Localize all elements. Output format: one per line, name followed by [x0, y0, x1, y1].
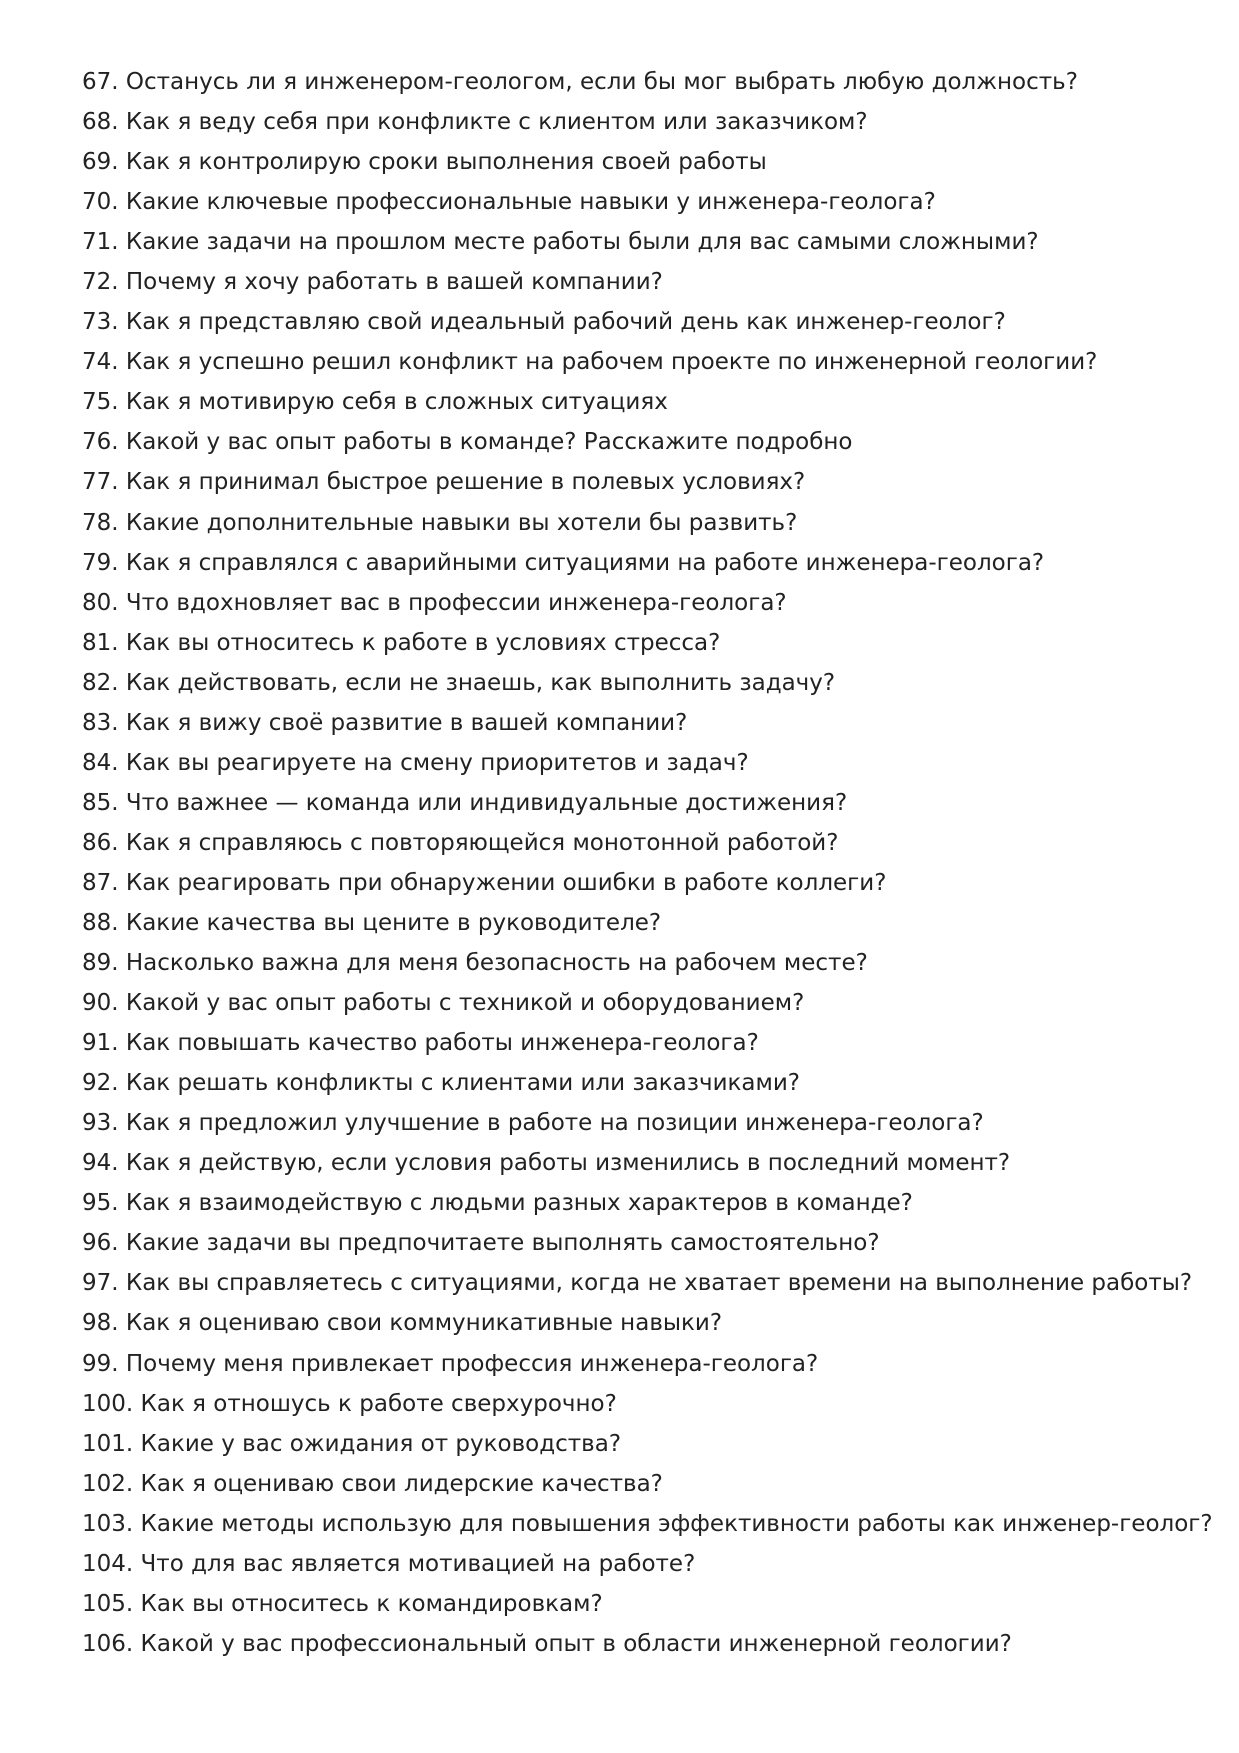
question-item: 68. Как я веду себя при конфликте с клиентом или заказчиком?	[82, 109, 868, 136]
question-item: 76. Какой у вас опыт работы в команде? Расскажите подробно	[82, 429, 853, 456]
question-item: 81. Как вы относитесь к работе в условиях стресса?	[82, 629, 721, 656]
question-item: 98. Как я оцениваю свои коммуникативные навыки?	[82, 1310, 723, 1337]
question-list	[82, 62, 1213, 1664]
question-item: 95. Как я взаимодействую с людьми разных характеров в команде?	[82, 1190, 913, 1217]
question-item: 101. Какие у вас ожидания от руководства?	[82, 1430, 622, 1457]
question-item: 80. Что вдохновляет вас в профессии инженера-геолога?	[82, 589, 787, 616]
question-item: 94. Как я действую, если условия работы изменились в последний момент?	[82, 1150, 1011, 1177]
question-item: 78. Какие дополнительные навыки вы хотели бы развить?	[82, 509, 798, 536]
question-item: 103. Какие методы использую для повышения эффективности работы как инженер-геолог?	[82, 1510, 1213, 1537]
question-item: 74. Как я успешно решил конфликт на рабочем проекте по инженерной геологии?	[82, 349, 1098, 376]
question-item: 96. Какие задачи вы предпочитаете выполнять самостоятельно?	[82, 1230, 880, 1257]
question-item: 77. Как я принимал быстрое решение в полевых условиях?	[82, 469, 806, 496]
question-item: 83. Как я вижу своё развитие в вашей компании?	[82, 709, 688, 736]
question-item: 86. Как я справляюсь с повторяющейся монотонной работой?	[82, 829, 839, 856]
question-item: 73. Как я представляю свой идеальный рабочий день как инженер-геолог?	[82, 309, 1006, 336]
question-item: 102. Как я оцениваю свои лидерские качества?	[82, 1470, 663, 1497]
question-item: 93. Как я предложил улучшение в работе на позиции инженера-геолога?	[82, 1110, 984, 1137]
question-item: 87. Как реагировать при обнаружении ошибки в работе коллеги?	[82, 869, 887, 896]
question-item: 100. Как я отношусь к работе сверхурочно?	[82, 1390, 617, 1417]
question-item: 90. Какой у вас опыт работы с техникой и оборудованием?	[82, 990, 805, 1017]
question-item: 85. Что важнее — команда или индивидуальные достижения?	[82, 789, 848, 816]
question-item: 99. Почему меня привлекает профессия инженера-геолога?	[82, 1350, 819, 1377]
question-item: 97. Как вы справляетесь с ситуациями, когда не хватает времени на выполнение работы?	[82, 1270, 1193, 1297]
question-item: 72. Почему я хочу работать в вашей компании?	[82, 269, 663, 296]
question-item: 92. Как решать конфликты с клиентами или заказчиками?	[82, 1070, 801, 1097]
question-item: 82. Как действовать, если не знаешь, как выполнить задачу?	[82, 669, 836, 696]
question-item: 69. Как я контролирую сроки выполнения своей работы	[82, 149, 767, 176]
question-item: 75. Как я мотивирую себя в сложных ситуациях	[82, 389, 668, 416]
question-item: 105. Как вы относитесь к командировкам?	[82, 1590, 603, 1617]
question-item: 104. Что для вас является мотивацией на работе?	[82, 1550, 696, 1577]
question-item: 84. Как вы реагируете на смену приоритетов и задач?	[82, 749, 749, 776]
question-item: 91. Как повышать качество работы инженера-геолога?	[82, 1030, 759, 1057]
question-item: 88. Какие качества вы цените в руководителе?	[82, 909, 662, 936]
question-item: 79. Как я справлялся с аварийными ситуациями на работе инженера-геолога?	[82, 549, 1045, 576]
question-item: 71. Какие задачи на прошлом месте работы были для вас самыми сложными?	[82, 229, 1039, 256]
question-item: 70. Какие ключевые профессиональные навыки у инженера-геолога?	[82, 189, 936, 216]
question-item: 67. Останусь ли я инженером-геологом, если бы мог выбрать любую должность?	[82, 69, 1078, 95]
question-item: 106. Какой у вас профессиональный опыт в области инженерной геологии?	[82, 1630, 1012, 1657]
question-item: 89. Насколько важна для меня безопасность на рабочем месте?	[82, 950, 868, 977]
